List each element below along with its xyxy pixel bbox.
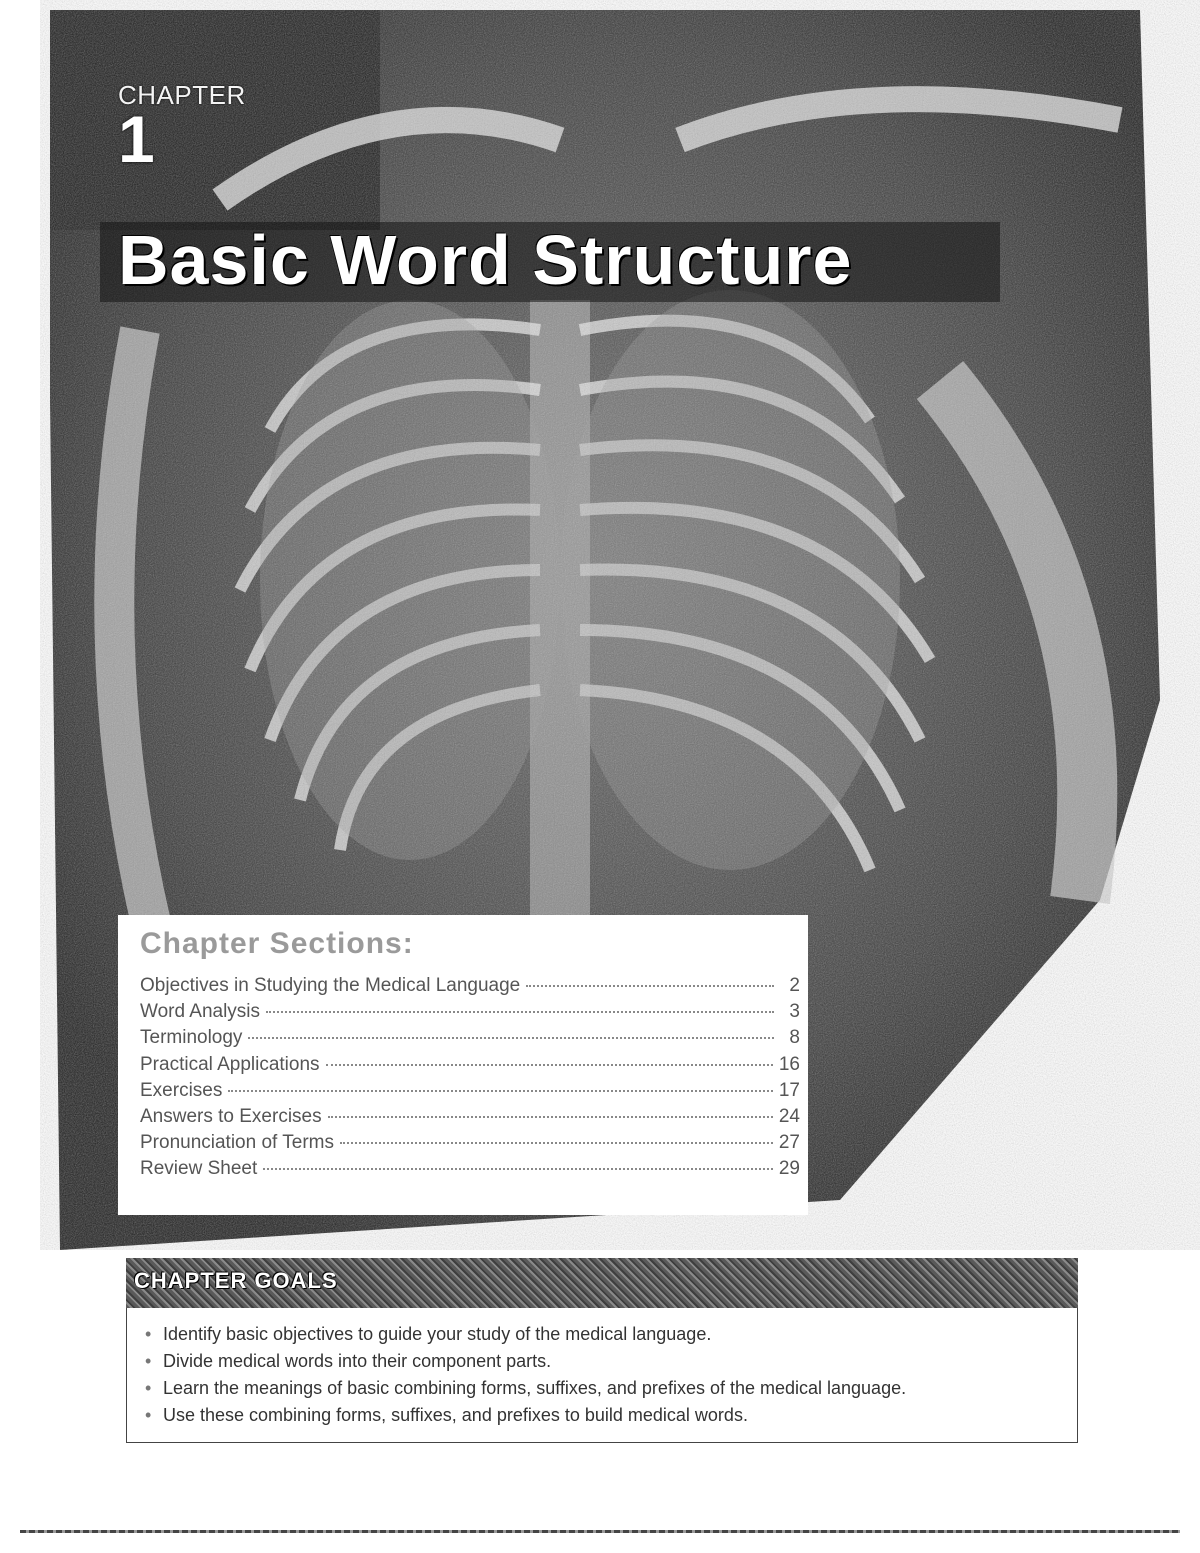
toc-entry-page: 17 <box>778 1079 800 1101</box>
goal-text: Divide medical words into their component parts. <box>163 1351 552 1371</box>
chapter-goals-heading: CHAPTER GOALS <box>134 1268 338 1293</box>
goal-item <box>145 1351 906 1378</box>
bullet-icon: • <box>145 1405 152 1425</box>
toc-leader-dots <box>526 985 774 987</box>
goal-item <box>145 1378 906 1405</box>
page-bottom-rule <box>20 1530 1180 1533</box>
toc-entry <box>140 975 800 1001</box>
toc-entry-label: Practical Applications <box>140 1053 320 1075</box>
toc-entry-page: 8 <box>789 1027 800 1049</box>
toc-entry <box>140 1106 800 1132</box>
toc-entry-page: 3 <box>789 1001 800 1023</box>
toc-entry <box>140 1001 800 1027</box>
toc-entry-label: Pronunciation of Terms <box>140 1132 334 1154</box>
goal-text: Use these combining forms, suffixes, and prefixes to build medical words. <box>163 1405 748 1425</box>
bullet-icon: • <box>145 1324 152 1344</box>
chapter-number: 1 <box>118 102 155 176</box>
chapter-goals-header <box>126 1258 1078 1308</box>
toc-entry-page: 16 <box>778 1053 800 1075</box>
goal-item <box>145 1324 906 1351</box>
chapter-goals-list <box>145 1324 906 1432</box>
toc-entry <box>140 1027 800 1053</box>
toc-leader-dots <box>340 1142 773 1144</box>
chapter-sections-panel <box>118 915 808 1215</box>
toc-leader-dots <box>263 1168 773 1170</box>
toc-entry-label: Answers to Exercises <box>140 1105 322 1127</box>
toc-entry-page: 2 <box>789 975 800 996</box>
goal-text: Identify basic objectives to guide your study of the medical language. <box>163 1324 712 1344</box>
goal-item <box>145 1405 906 1432</box>
toc-leader-dots <box>326 1064 773 1066</box>
toc-entry-page: 24 <box>778 1105 800 1127</box>
bullet-icon: • <box>145 1378 152 1398</box>
chapter-title: Basic Word Structure <box>118 221 853 299</box>
toc-entry <box>140 1080 800 1106</box>
toc-entry <box>140 1054 800 1080</box>
chapter-goals-box <box>126 1258 1078 1446</box>
toc-entry-label: Word Analysis <box>140 1001 261 1023</box>
toc-leader-dots <box>248 1037 774 1039</box>
toc-entry-label: Exercises <box>140 1079 223 1101</box>
toc-entry-label: Review Sheet <box>140 1158 258 1180</box>
chapter-sections-list <box>140 975 800 1185</box>
chapter-label: CHAPTER <box>118 80 246 110</box>
toc-leader-dots <box>328 1116 773 1118</box>
goal-text: Learn the meanings of basic combining forms, suffixes, and prefixes of the medical language. <box>163 1378 907 1398</box>
chapter-goals-body <box>126 1308 1078 1443</box>
toc-leader-dots <box>228 1090 773 1092</box>
bullet-icon: • <box>145 1351 152 1371</box>
toc-entry-page: 29 <box>778 1158 800 1180</box>
toc-entry <box>140 1132 800 1158</box>
toc-entry <box>140 1158 800 1184</box>
toc-entry-label: Objectives in Studying the Medical Language <box>140 975 521 996</box>
toc-leader-dots <box>266 1011 774 1013</box>
toc-entry-label: Terminology <box>140 1027 243 1049</box>
toc-entry-page: 27 <box>778 1132 800 1154</box>
chapter-sections-heading: Chapter Sections: <box>140 927 414 960</box>
